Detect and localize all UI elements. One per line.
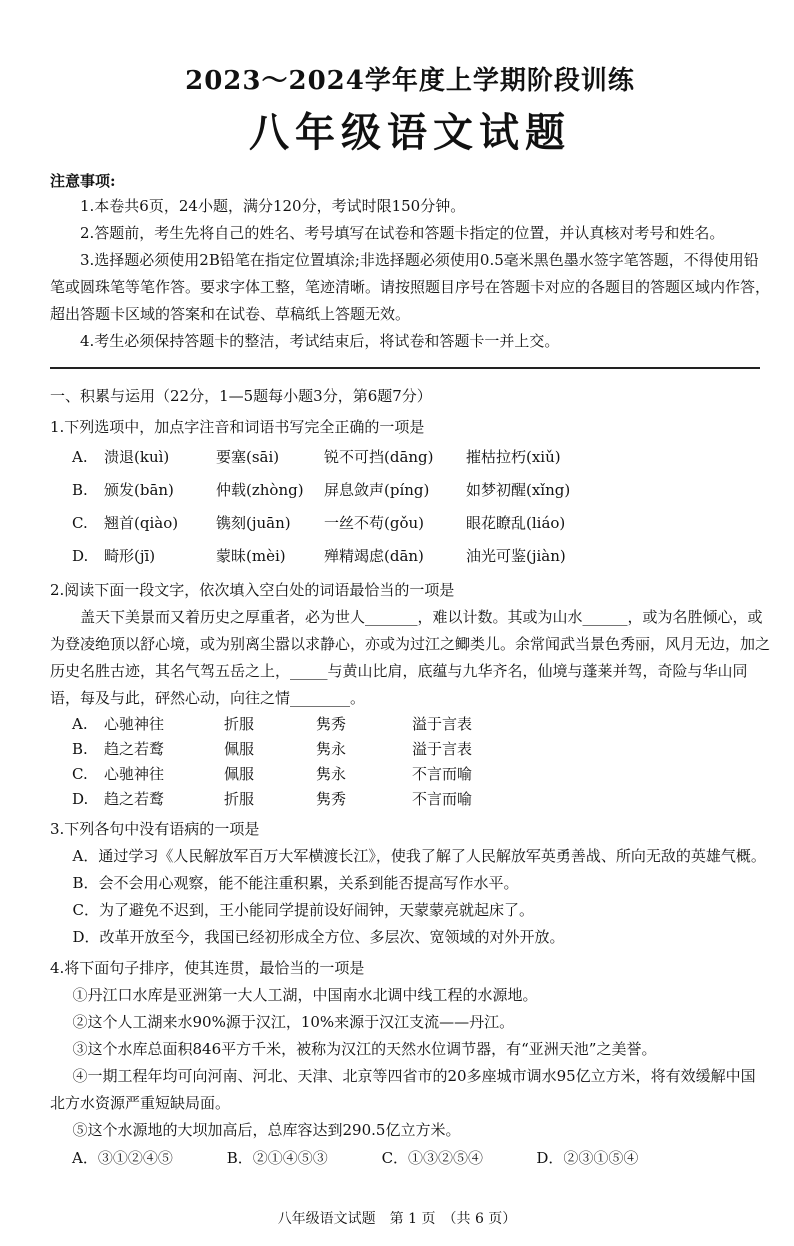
answer-option: B．②①④⑤③ bbox=[226, 1149, 328, 1167]
note-item: 4.考生必须保持答题卡的整洁，考试结束后，将试卷和答题卡一并上交。 bbox=[80, 332, 560, 350]
option-word: 溢于言表 bbox=[412, 740, 473, 758]
option-row bbox=[50, 474, 770, 507]
option-word: 不言而喻 bbox=[412, 790, 473, 808]
option-row bbox=[50, 507, 770, 540]
option-word: 畸形(jī) bbox=[104, 547, 156, 565]
option-sentence: D．改革开放至今，我国已经初形成全方位、多层次、宽领域的对外开放。 bbox=[72, 928, 565, 946]
option-word: 翘首(qiào) bbox=[104, 514, 179, 532]
option-row bbox=[50, 787, 770, 812]
exam-title-subject: 八年级语文试题 bbox=[249, 109, 571, 156]
option-word: 锐不可挡(dāng) bbox=[324, 448, 434, 466]
option-label: D. bbox=[72, 547, 89, 565]
note-item: 2.答题前，考生先将自己的姓名、考号填写在试卷和答题卡指定的位置，并认真核对考号和姓名。 bbox=[80, 224, 725, 242]
option-word: 折服 bbox=[224, 790, 255, 808]
option-word: 颁发(bān) bbox=[104, 481, 174, 499]
option-word: 如梦初醒(xǐng) bbox=[466, 481, 571, 499]
option-word: 殚精竭虑(dān) bbox=[324, 547, 424, 565]
ordering-sentence: ③这个水库总面积846平方千米，被称为汉江的天然水位调节器，有“亚洲天池”之美誉。 bbox=[72, 1040, 657, 1058]
question-4 bbox=[50, 955, 770, 1172]
option-row bbox=[50, 540, 770, 573]
option-word: 隽永 bbox=[316, 740, 347, 758]
exam-title-term: 2023～2024学年度上学期阶段训练 bbox=[185, 66, 635, 96]
ordering-sentence: ④一期工程年均可向河南、河北、天津、北京等四省市的20多座城市调水95亿立方米，将有效缓解中国北方水资源严重短缺局面。 bbox=[50, 1067, 756, 1112]
question-stem: 2.阅读下面一段文字，依次填入空白处的词语最恰当的一项是 bbox=[50, 581, 455, 599]
option-word: 油光可鉴(jiàn) bbox=[466, 547, 566, 565]
option-word: 要塞(sāi) bbox=[216, 448, 280, 466]
option-word: 心驰神往 bbox=[104, 715, 165, 733]
option-label: C. bbox=[72, 514, 88, 532]
option-label: B. bbox=[72, 481, 88, 499]
option-row bbox=[50, 762, 770, 787]
option-word: 不言而喻 bbox=[412, 765, 473, 783]
question-1 bbox=[50, 414, 770, 573]
option-word: 屏息敛声(píng) bbox=[324, 481, 430, 499]
option-label: D. bbox=[72, 790, 89, 808]
option-word: 趋之若鹜 bbox=[104, 740, 165, 758]
option-word: 隽永 bbox=[316, 765, 347, 783]
option-word: 心驰神往 bbox=[104, 765, 165, 783]
answer-option: A．③①②④⑤ bbox=[72, 1149, 173, 1167]
question-stem: 3.下列各句中没有语病的一项是 bbox=[50, 820, 260, 838]
option-word: 镌刻(juān) bbox=[216, 514, 291, 532]
answer-option: C．①③②⑤④ bbox=[381, 1149, 484, 1167]
ordering-sentence: ①丹江口水库是亚洲第一大人工湖，中国南水北调中线工程的水源地。 bbox=[72, 986, 538, 1004]
option-sentence: A．通过学习《人民解放军百万大军横渡长江》，使我了解了人民解放军英勇善战、所向无敌的英雄气概。 bbox=[72, 847, 766, 865]
question-stem: 1.下列选项中，加点字注音和词语书写完全正确的一项是 bbox=[50, 418, 425, 436]
option-word: 摧枯拉朽(xiǔ) bbox=[466, 448, 561, 466]
option-word: 溢于言表 bbox=[412, 715, 473, 733]
question-2 bbox=[50, 577, 770, 812]
option-row bbox=[50, 712, 770, 737]
option-word: 蒙昧(mèi) bbox=[216, 547, 286, 565]
notes-title: 注意事项: bbox=[50, 172, 116, 190]
answer-option: D．②③①⑤④ bbox=[536, 1149, 639, 1167]
option-word: 仲载(zhòng) bbox=[216, 481, 304, 499]
notes-block bbox=[50, 170, 770, 355]
question-3 bbox=[50, 816, 770, 951]
option-label: A. bbox=[72, 715, 88, 733]
page-footer: 八年级语文试题 第 1 页 （共 6 页） bbox=[277, 1211, 517, 1227]
option-sentence: C．为了避免不迟到，王小能同学提前设好闹钟，天蒙蒙亮就起床了。 bbox=[72, 901, 534, 919]
option-word: 趋之若鹜 bbox=[104, 790, 165, 808]
option-word: 佩服 bbox=[224, 765, 255, 783]
note-item: 3.选择题必须使用2B铅笔在指定位置填涂;非选择题必须使用0.5毫米黑色墨水签字笔答题，不得使用铅笔或圆珠笔等笔作答。要求字体工整，笔迹清晰。请按照题目序号在答题卡对应的各题目的答题区域内作答，超出答题卡区域的答案和在试卷、草稿纸上答题无效。 bbox=[50, 251, 771, 323]
question-stem: 4.将下面句子排序，使其连贯，最恰当的一项是 bbox=[50, 959, 365, 977]
option-word: 溃退(kuì) bbox=[104, 448, 170, 466]
option-word: 隽秀 bbox=[316, 715, 347, 733]
option-word: 隽秀 bbox=[316, 790, 347, 808]
option-word: 眼花瞭乱(liáo) bbox=[466, 514, 566, 532]
option-label: C. bbox=[72, 765, 88, 783]
option-row bbox=[50, 737, 770, 762]
question-passage: 盖天下美景而又着历史之厚重者，必为世人_______，难以计数。其或为山水______，或为名胜倾心，或为登凌绝顶以舒心境，或为别离尘嚣以求静心，亦或为过江之鲫类儿。余常闻武当景色秀丽，风月无边，加之历史名胜古迹，其名气驾五岳之上，_____与黄山比肩，底蕴与九华齐名，仙境与蓬莱并驾，奇险与华山同语，每及与此，砰然心动，向往之情________。 bbox=[50, 608, 771, 707]
ordering-sentence: ⑤这个水源地的大坝加高后，总库容达到290.5亿立方米。 bbox=[72, 1121, 461, 1139]
section-heading: 一、积累与运用（22分，1—5题每小题3分，第6题7分） bbox=[50, 387, 432, 405]
note-item: 1.本卷共6页，24小题，满分120分，考试时限150分钟。 bbox=[80, 197, 466, 215]
option-label: B. bbox=[72, 740, 88, 758]
option-word: 折服 bbox=[224, 715, 255, 733]
option-sentence: B．会不会用心观察，能不能注重积累，关系到能否提高写作水平。 bbox=[72, 874, 519, 892]
ordering-sentence: ②这个人工湖来水90%源于汉江，10%来源于汉江支流——丹江。 bbox=[72, 1013, 515, 1031]
answer-options bbox=[50, 1144, 770, 1172]
option-label: A. bbox=[72, 448, 88, 466]
divider bbox=[50, 367, 760, 369]
option-word: 一丝不苟(gǒu) bbox=[324, 514, 424, 532]
option-word: 佩服 bbox=[224, 740, 255, 758]
option-row bbox=[50, 441, 770, 474]
